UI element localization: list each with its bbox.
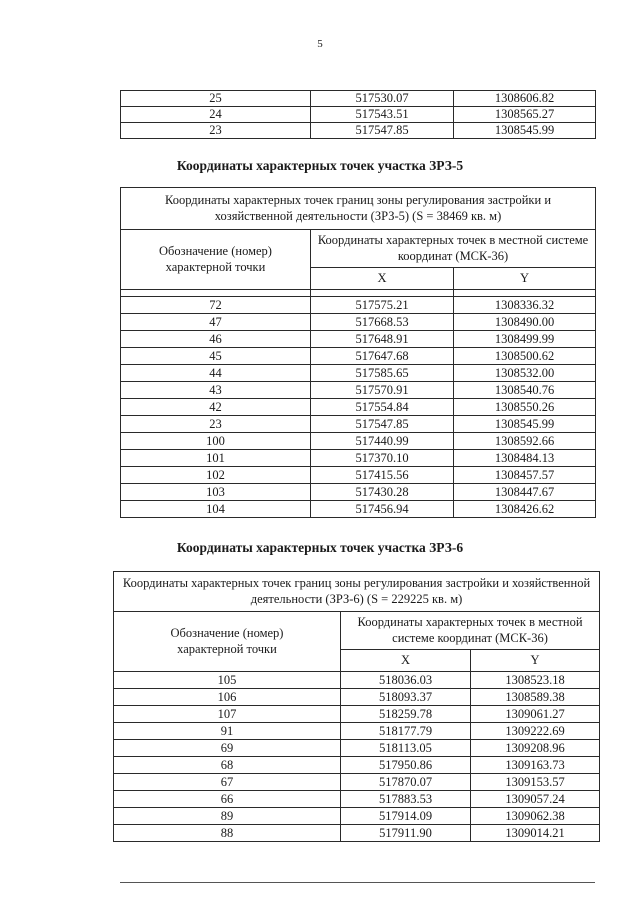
point-number-cell: 66 [114,791,341,808]
table-row [114,706,600,723]
y-coordinate-cell: 1308484.13 [454,450,596,467]
table-row [114,757,600,774]
y-coordinate-cell: 1308545.99 [454,123,596,139]
x-coordinate-cell: 517870.07 [341,774,471,791]
column-header-point: Обозначение (номер) характерной точки [114,612,341,672]
x-coordinate-cell: 517570.91 [311,382,454,399]
table-row [114,825,600,842]
y-coordinate-cell: 1308550.26 [454,399,596,416]
x-coordinate-cell: 517440.99 [311,433,454,450]
y-coordinate-cell: 1308336.32 [454,297,596,314]
point-number-cell: 69 [114,740,341,757]
point-number-cell: 45 [121,348,311,365]
x-coordinate-cell: 517530.07 [311,91,454,107]
point-number-cell: 89 [114,808,341,825]
point-number-cell: 44 [121,365,311,382]
x-coordinate-cell: 517370.10 [311,450,454,467]
table-row [114,808,600,825]
x-coordinate-cell: 517648.91 [311,331,454,348]
point-number-cell: 107 [114,706,341,723]
y-coordinate-cell: 1309061.27 [471,706,600,723]
x-coordinate-cell: 517950.86 [341,757,471,774]
point-number-cell: 88 [114,825,341,842]
coordinates-table-zrz6 [113,571,600,842]
x-coordinate-cell: 517585.65 [311,365,454,382]
point-number-cell: 102 [121,467,311,484]
table-row [121,416,596,433]
column-header-y: Y [471,650,600,672]
point-number-cell: 42 [121,399,311,416]
y-coordinate-cell: 1308426.62 [454,501,596,518]
point-number-cell: 105 [114,672,341,689]
point-number-cell: 72 [121,297,311,314]
table-row [121,433,596,450]
x-coordinate-cell: 517554.84 [311,399,454,416]
y-coordinate-cell: 1308490.00 [454,314,596,331]
x-coordinate-cell: 517575.21 [311,297,454,314]
table-row [114,672,600,689]
point-number-cell: 47 [121,314,311,331]
y-coordinate-cell: 1308523.18 [471,672,600,689]
column-header-coordinates: Координаты характерных точек в местной системе координат (МСК-36) [341,612,600,650]
x-coordinate-cell: 517911.90 [341,825,471,842]
table-row [121,467,596,484]
y-coordinate-cell: 1308457.57 [454,467,596,484]
x-coordinate-cell: 517543.51 [311,107,454,123]
y-coordinate-cell: 1308565.27 [454,107,596,123]
point-number-cell: 100 [121,433,311,450]
table-row [121,123,596,139]
page-number: 5 [317,38,323,50]
x-coordinate-cell: 517415.56 [311,467,454,484]
x-coordinate-cell: 517430.28 [311,484,454,501]
section-title-zrz5: Координаты характерных точек участка ЗРЗ-5 [176,158,464,173]
y-coordinate-cell: 1308592.66 [454,433,596,450]
table-row [121,382,596,399]
y-coordinate-cell: 1309163.73 [471,757,600,774]
table-body [121,297,596,518]
point-number-cell: 103 [121,484,311,501]
column-header-y: Y [454,268,596,290]
y-coordinate-cell: 1309153.57 [471,774,600,791]
table-row [121,91,596,107]
table-row [121,348,596,365]
table-caption: Координаты характерных точек границ зоны регулирования застройки и хозяйственной деятельности (ЗРЗ-5) (S = 38469 кв. м) [121,188,596,230]
table-row [121,484,596,501]
table-row [121,501,596,518]
table-row [114,740,600,757]
table-row [121,314,596,331]
y-coordinate-cell: 1308545.99 [454,416,596,433]
y-coordinate-cell: 1308532.00 [454,365,596,382]
table-row [121,107,596,123]
y-coordinate-cell: 1308606.82 [454,91,596,107]
y-coordinate-cell: 1309057.24 [471,791,600,808]
y-coordinate-cell: 1309208.96 [471,740,600,757]
y-coordinate-cell: 1309014.21 [471,825,600,842]
x-coordinate-cell: 518036.03 [341,672,471,689]
point-number-cell: 91 [114,723,341,740]
x-coordinate-cell: 518093.37 [341,689,471,706]
column-header-x: X [311,268,454,290]
table-row [114,774,600,791]
x-coordinate-cell: 517547.85 [311,123,454,139]
x-coordinate-cell: 517647.68 [311,348,454,365]
x-coordinate-cell: 517668.53 [311,314,454,331]
y-coordinate-cell: 1309062.38 [471,808,600,825]
point-number-cell: 25 [121,91,311,107]
table-body [121,91,596,139]
y-coordinate-cell: 1308447.67 [454,484,596,501]
y-coordinate-cell: 1308500.62 [454,348,596,365]
table-caption: Координаты характерных точек границ зоны регулирования застройки и хозяйственной деятельности (ЗРЗ-6) (S = 229225 кв. м) [114,572,600,612]
point-number-cell: 43 [121,382,311,399]
x-coordinate-cell: 517456.94 [311,501,454,518]
table-row [121,331,596,348]
point-number-cell: 106 [114,689,341,706]
coordinates-table-zrz5 [120,187,596,518]
x-coordinate-cell: 518259.78 [341,706,471,723]
table-row [121,399,596,416]
section-title-zrz6: Координаты характерных точек участка ЗРЗ-6 [176,540,464,555]
table-row [121,365,596,382]
point-number-cell: 67 [114,774,341,791]
point-number-cell: 24 [121,107,311,123]
x-coordinate-cell: 518113.05 [341,740,471,757]
y-coordinate-cell: 1309222.69 [471,723,600,740]
table-row [114,791,600,808]
y-coordinate-cell: 1308499.99 [454,331,596,348]
y-coordinate-cell: 1308589.38 [471,689,600,706]
y-coordinate-cell: 1308540.76 [454,382,596,399]
point-number-cell: 68 [114,757,341,774]
point-number-cell: 46 [121,331,311,348]
point-number-cell: 101 [121,450,311,467]
table-row [121,450,596,467]
column-header-point: Обозначение (номер) характерной точки [121,230,311,290]
x-coordinate-cell: 517914.09 [341,808,471,825]
x-coordinate-cell: 518177.79 [341,723,471,740]
table-body [114,672,600,842]
x-coordinate-cell: 517547.85 [311,416,454,433]
table-row [114,689,600,706]
table-row [121,297,596,314]
column-header-x: X [341,650,471,672]
point-number-cell: 104 [121,501,311,518]
point-number-cell: 23 [121,416,311,433]
coordinates-table-continued [120,90,596,139]
footer-divider [120,882,595,883]
x-coordinate-cell: 517883.53 [341,791,471,808]
column-header-coordinates: Координаты характерных точек в местной системе координат (МСК-36) [311,230,596,268]
table-row [114,723,600,740]
point-number-cell: 23 [121,123,311,139]
